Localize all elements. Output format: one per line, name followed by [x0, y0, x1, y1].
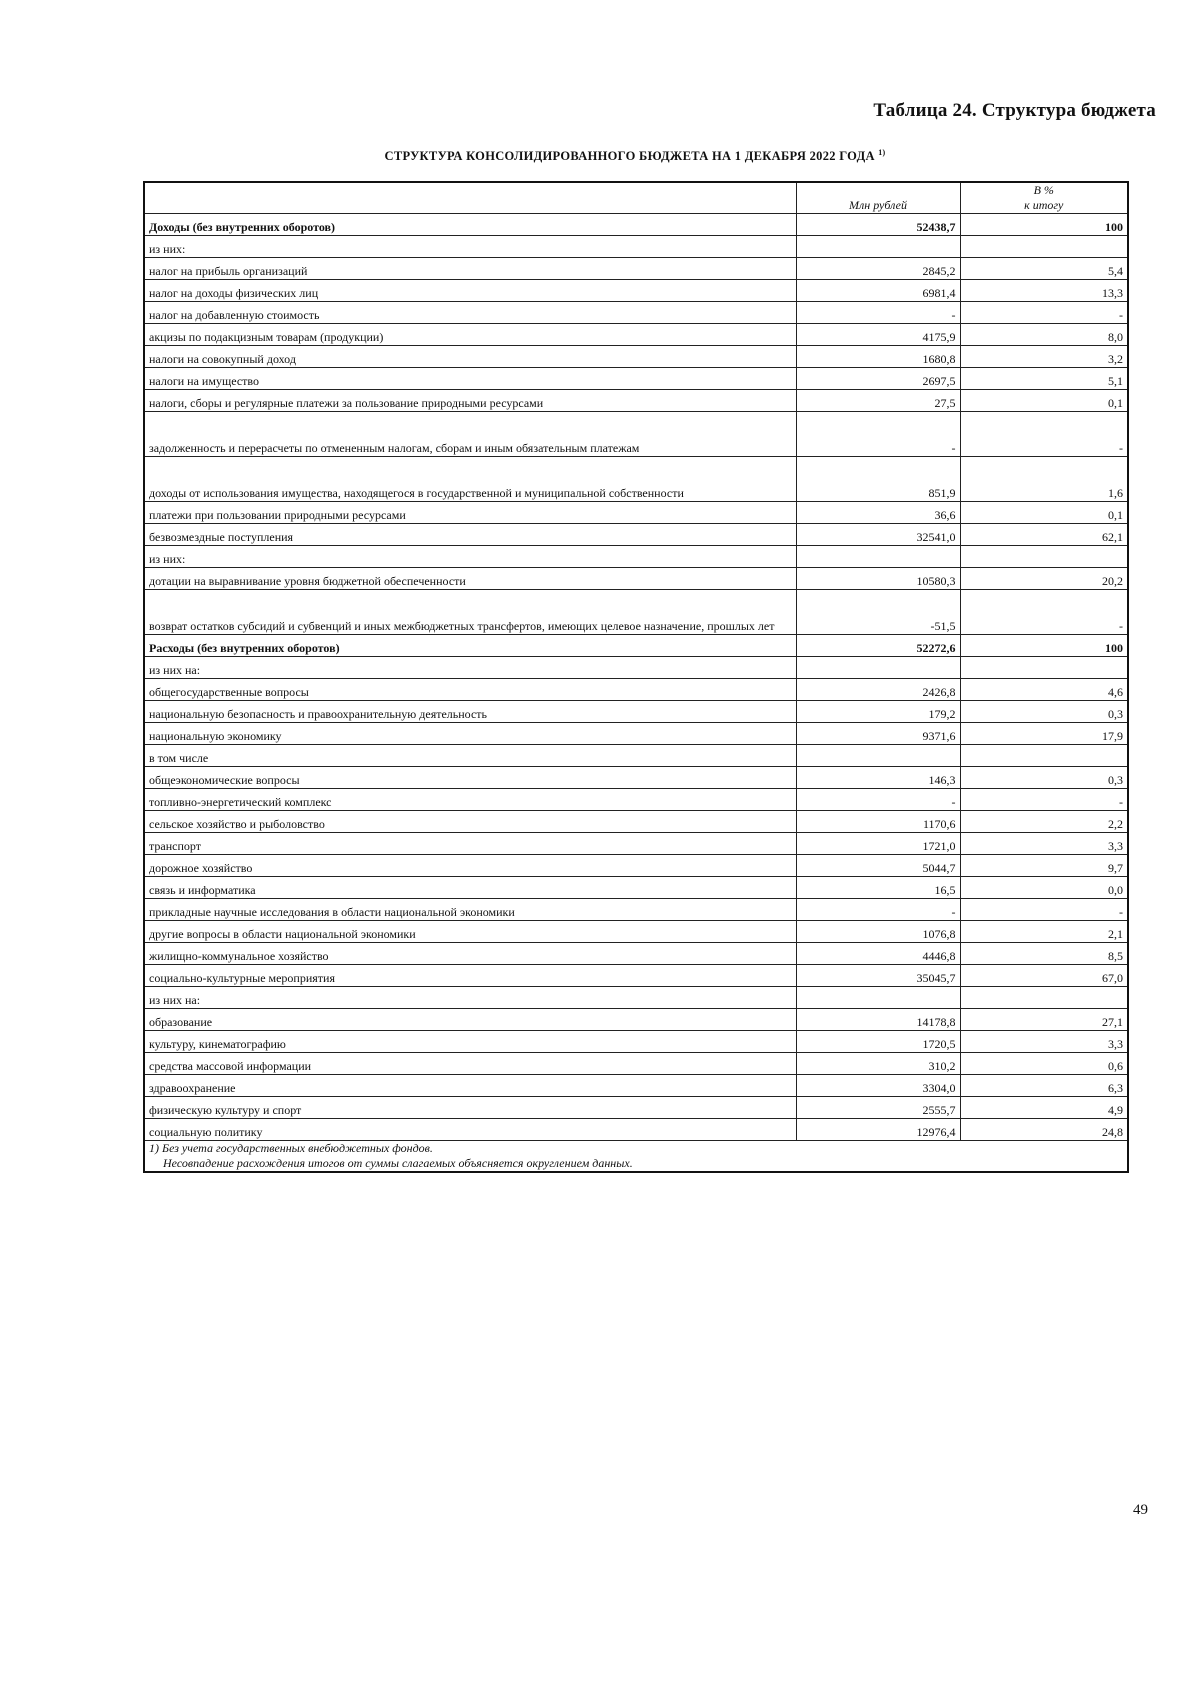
row-label: налоги на совокупный доход	[144, 346, 796, 368]
row-percent: 0,0	[960, 877, 1128, 899]
row-value: 2697,5	[796, 368, 960, 390]
row-value: 4446,8	[796, 943, 960, 965]
row-percent: 3,3	[960, 833, 1128, 855]
row-label: возврат остатков субсидий и субвенций и иных межбюджетных трансфертов, имеющих целевое назначение, прошлых лет	[144, 590, 796, 635]
footnote-line1: 1) Без учета государственных внебюджетных фондов.	[149, 1141, 433, 1155]
table-row	[144, 368, 1128, 390]
table-row	[144, 657, 1128, 679]
row-percent: 67,0	[960, 965, 1128, 987]
row-percent: 3,2	[960, 346, 1128, 368]
row-value: 35045,7	[796, 965, 960, 987]
row-value: 14178,8	[796, 1009, 960, 1031]
page-heading: Таблица 24. Структура бюджета	[873, 100, 1156, 121]
table-title-text: СТРУКТУРА КОНСОЛИДИРОВАННОГО БЮДЖЕТА НА 1 ДЕКАБРЯ 2022 ГОДА	[384, 149, 875, 164]
row-label: национальную безопасность и правоохранительную деятельность	[144, 701, 796, 723]
row-percent: 13,3	[960, 280, 1128, 302]
table-row	[144, 1053, 1128, 1075]
table-row	[144, 745, 1128, 767]
row-value: 1720,5	[796, 1031, 960, 1053]
row-label: платежи при пользовании природными ресурсами	[144, 502, 796, 524]
row-value	[796, 987, 960, 1009]
row-percent: 8,5	[960, 943, 1128, 965]
row-percent: -	[960, 590, 1128, 635]
row-value	[796, 745, 960, 767]
row-label: безвозмездные поступления	[144, 524, 796, 546]
row-value: 10580,3	[796, 568, 960, 590]
row-percent: 2,1	[960, 921, 1128, 943]
row-value: 1170,6	[796, 811, 960, 833]
row-value: -	[796, 789, 960, 811]
row-percent: 4,9	[960, 1097, 1128, 1119]
row-value	[796, 546, 960, 568]
row-percent: 5,4	[960, 258, 1128, 280]
row-percent: 0,1	[960, 502, 1128, 524]
row-value	[796, 236, 960, 258]
row-label: из них:	[144, 236, 796, 258]
row-value: -	[796, 412, 960, 457]
table-row	[144, 236, 1128, 258]
row-label: культуру, кинематографию	[144, 1031, 796, 1053]
row-percent: 0,3	[960, 701, 1128, 723]
row-label: Расходы (без внутренних оборотов)	[144, 635, 796, 657]
table-row	[144, 701, 1128, 723]
row-value: 1721,0	[796, 833, 960, 855]
row-value: 16,5	[796, 877, 960, 899]
row-percent: 2,2	[960, 811, 1128, 833]
table-row	[144, 324, 1128, 346]
table-row	[144, 723, 1128, 745]
row-label: налог на добавленную стоимость	[144, 302, 796, 324]
row-percent: 100	[960, 214, 1128, 236]
row-percent: 100	[960, 635, 1128, 657]
table-row	[144, 302, 1128, 324]
table-row	[144, 1031, 1128, 1053]
row-label: задолженность и перерасчеты по отмененным налогам, сборам и иным обязательным платежам	[144, 412, 796, 457]
row-percent: 27,1	[960, 1009, 1128, 1031]
table-row	[144, 943, 1128, 965]
row-label: общегосударственные вопросы	[144, 679, 796, 701]
row-value: 179,2	[796, 701, 960, 723]
row-value: 52438,7	[796, 214, 960, 236]
row-percent: 9,7	[960, 855, 1128, 877]
table-title-footnote-marker: 1)	[878, 148, 886, 157]
row-percent	[960, 657, 1128, 679]
header-percent-line2: к итогу	[1024, 198, 1064, 212]
row-label: налог на прибыль организаций	[144, 258, 796, 280]
row-label: налоги на имущество	[144, 368, 796, 390]
row-value: 32541,0	[796, 524, 960, 546]
row-label: топливно-энергетический комплекс	[144, 789, 796, 811]
row-value: 2555,7	[796, 1097, 960, 1119]
table-row	[144, 346, 1128, 368]
footnote-line2: Несовпадение расхождения итогов от суммы слагаемых объясняется округлением данных.	[163, 1156, 633, 1170]
table-row	[144, 899, 1128, 921]
row-percent: 0,1	[960, 390, 1128, 412]
row-percent: 8,0	[960, 324, 1128, 346]
row-percent: 1,6	[960, 457, 1128, 502]
row-label: связь и информатика	[144, 877, 796, 899]
table-row	[144, 502, 1128, 524]
row-value: -	[796, 899, 960, 921]
table-header-row	[144, 182, 1128, 214]
row-percent: -	[960, 899, 1128, 921]
table-row	[144, 1009, 1128, 1031]
footnote-cell	[144, 1141, 1128, 1173]
row-value: 9371,6	[796, 723, 960, 745]
row-percent: 6,3	[960, 1075, 1128, 1097]
table-row	[144, 280, 1128, 302]
row-percent: 3,3	[960, 1031, 1128, 1053]
row-label: из них:	[144, 546, 796, 568]
row-value	[796, 657, 960, 679]
row-percent: 0,6	[960, 1053, 1128, 1075]
row-value: 27,5	[796, 390, 960, 412]
table-row	[144, 214, 1128, 236]
row-percent: 20,2	[960, 568, 1128, 590]
table-row	[144, 457, 1128, 502]
row-percent: -	[960, 302, 1128, 324]
table-row	[144, 789, 1128, 811]
row-label: налог на доходы физических лиц	[144, 280, 796, 302]
header-percent-line1: В %	[1033, 183, 1054, 197]
row-percent	[960, 987, 1128, 1009]
row-label: прикладные научные исследования в области национальной экономики	[144, 899, 796, 921]
row-label: общеэкономические вопросы	[144, 767, 796, 789]
table-row	[144, 546, 1128, 568]
row-value: 36,6	[796, 502, 960, 524]
header-percent	[960, 182, 1128, 214]
table-row	[144, 811, 1128, 833]
row-label: средства массовой информации	[144, 1053, 796, 1075]
row-label: дотации на выравнивание уровня бюджетной обеспеченности	[144, 568, 796, 590]
table-row	[144, 877, 1128, 899]
table-row	[144, 258, 1128, 280]
row-value: 146,3	[796, 767, 960, 789]
row-label: в том числе	[144, 745, 796, 767]
row-label: социальную политику	[144, 1119, 796, 1141]
row-label: акцизы по подакцизным товарам (продукции)	[144, 324, 796, 346]
budget-table	[143, 181, 1129, 1173]
row-label: жилищно-коммунальное хозяйство	[144, 943, 796, 965]
row-label: национальную экономику	[144, 723, 796, 745]
table-row	[144, 590, 1128, 635]
row-percent: 4,6	[960, 679, 1128, 701]
row-label: физическую культуру и спорт	[144, 1097, 796, 1119]
table-row	[144, 1119, 1128, 1141]
row-value: -51,5	[796, 590, 960, 635]
table-row	[144, 390, 1128, 412]
row-label: здравоохранение	[144, 1075, 796, 1097]
row-percent: 62,1	[960, 524, 1128, 546]
row-percent: 24,8	[960, 1119, 1128, 1141]
header-value: Млн рублей	[796, 182, 960, 214]
row-percent	[960, 745, 1128, 767]
row-value: 1680,8	[796, 346, 960, 368]
row-label: социально-культурные мероприятия	[144, 965, 796, 987]
table-row	[144, 855, 1128, 877]
row-value: 851,9	[796, 457, 960, 502]
row-value: 1076,8	[796, 921, 960, 943]
table-row	[144, 568, 1128, 590]
row-percent	[960, 546, 1128, 568]
table-row	[144, 987, 1128, 1009]
table-row	[144, 767, 1128, 789]
table-row	[144, 1097, 1128, 1119]
table-row	[144, 833, 1128, 855]
row-percent: 0,3	[960, 767, 1128, 789]
row-percent: 17,9	[960, 723, 1128, 745]
header-name	[144, 182, 796, 214]
table-row	[144, 921, 1128, 943]
row-percent	[960, 236, 1128, 258]
row-value: 2426,8	[796, 679, 960, 701]
table-row	[144, 524, 1128, 546]
footnote-row	[144, 1141, 1128, 1173]
row-label: из них на:	[144, 657, 796, 679]
row-value: 4175,9	[796, 324, 960, 346]
table-row	[144, 412, 1128, 457]
table-row	[144, 679, 1128, 701]
row-percent: 5,1	[960, 368, 1128, 390]
row-value: 5044,7	[796, 855, 960, 877]
row-label: доходы от использования имущества, находящегося в государственной и муниципальной собственности	[144, 457, 796, 502]
page-number: 49	[1133, 1502, 1148, 1518]
table-body	[144, 214, 1128, 1141]
row-label: образование	[144, 1009, 796, 1031]
table-row	[144, 1075, 1128, 1097]
row-label: Доходы (без внутренних оборотов)	[144, 214, 796, 236]
row-label: из них на:	[144, 987, 796, 1009]
row-value: 2845,2	[796, 258, 960, 280]
row-label: транспорт	[144, 833, 796, 855]
row-label: сельское хозяйство и рыболовство	[144, 811, 796, 833]
row-value: 52272,6	[796, 635, 960, 657]
row-value: 6981,4	[796, 280, 960, 302]
table-title	[143, 148, 1127, 164]
row-label: налоги, сборы и регулярные платежи за пользование природными ресурсами	[144, 390, 796, 412]
table-row	[144, 965, 1128, 987]
row-label: другие вопросы в области национальной экономики	[144, 921, 796, 943]
row-value: 12976,4	[796, 1119, 960, 1141]
row-percent: -	[960, 412, 1128, 457]
row-value: 3304,0	[796, 1075, 960, 1097]
row-value: 310,2	[796, 1053, 960, 1075]
row-value: -	[796, 302, 960, 324]
table-row	[144, 635, 1128, 657]
row-label: дорожное хозяйство	[144, 855, 796, 877]
row-percent: -	[960, 789, 1128, 811]
